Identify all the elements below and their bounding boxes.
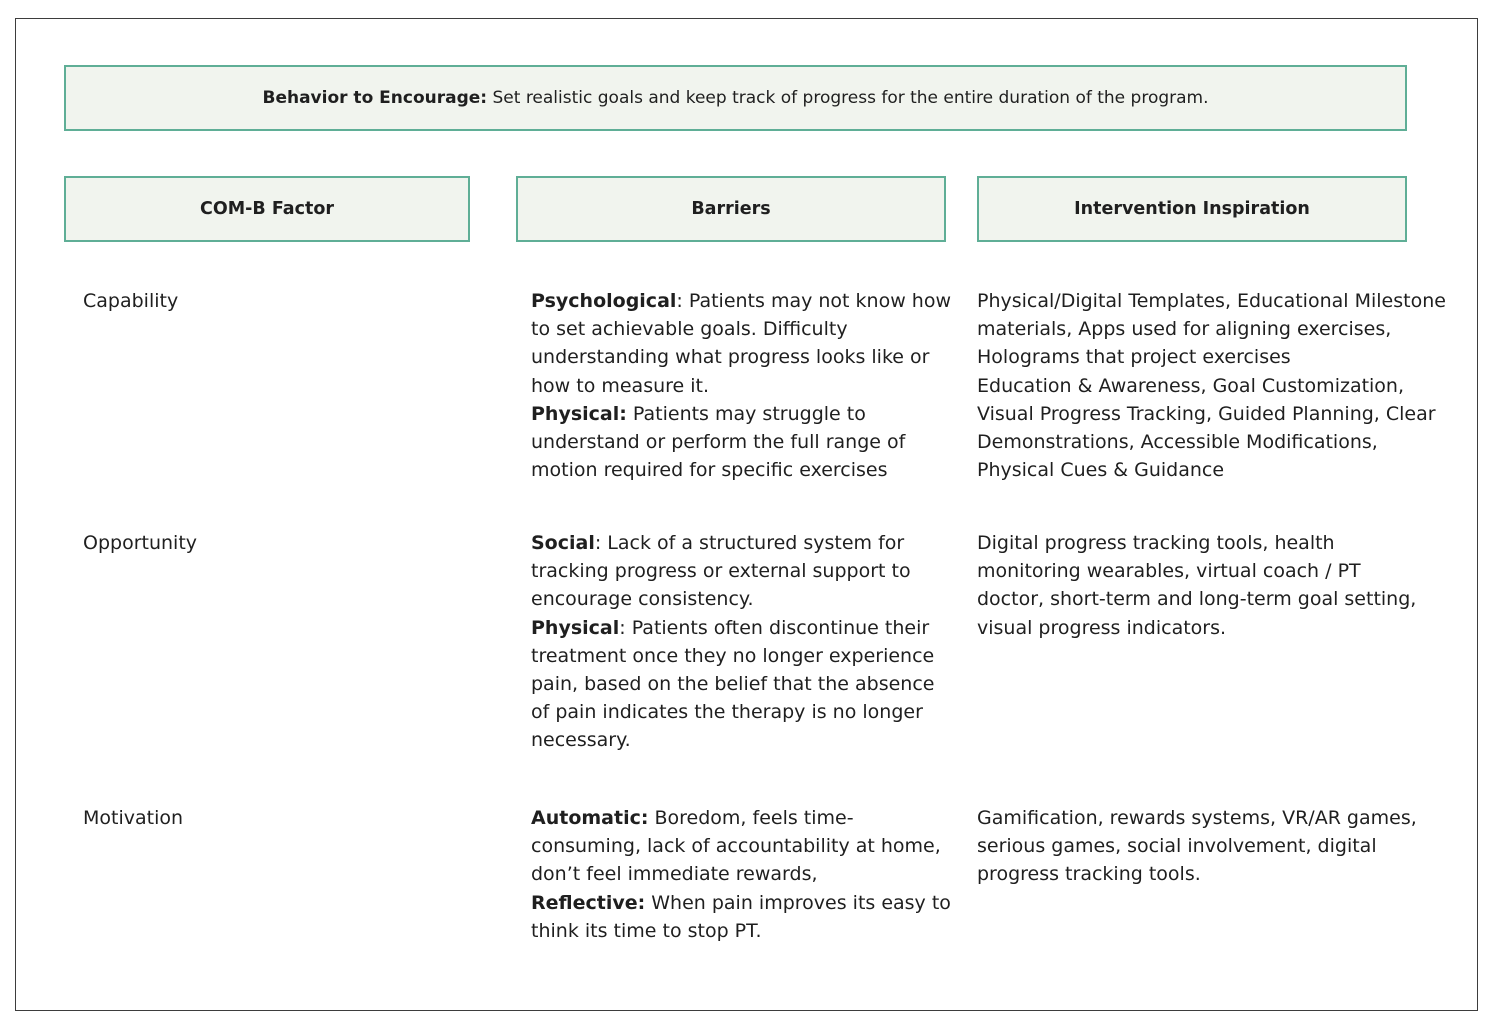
barrier-text: : Lack of a structured system for tracking progress or external support to encourage consistency. (531, 532, 911, 611)
inspiration-text: Gamification, rewards systems, VR/AR games, serious games, social involvement, digital progress tracking tools. (977, 807, 1417, 886)
inspiration-text: Physical/Digital Templates, Educational Milestone materials, Apps used for aligning exercises, Holograms that project exercises (977, 290, 1446, 369)
barrier-label: Automatic: (531, 807, 649, 829)
behavior-text: Set realistic goals and keep track of progress for the entire duration of the program. (487, 88, 1209, 108)
inspiration-capability (977, 287, 1447, 484)
header-intervention-inspiration (977, 176, 1407, 242)
header-barriers-label: Barriers (691, 199, 771, 219)
header-barriers (516, 176, 946, 242)
header-inspiration-label: Intervention Inspiration (1074, 199, 1310, 219)
barrier-item (531, 614, 951, 755)
barrier-item (531, 529, 951, 614)
barriers-motivation (531, 804, 951, 945)
behavior-statement (262, 88, 1208, 108)
barrier-label: Physical (531, 616, 620, 639)
header-com-b-factor-label: COM-B Factor (200, 199, 334, 219)
inspiration-text: Digital progress tracking tools, health monitoring wearables, virtual coach / PT doctor, short-term and long-term goal setting, visual progress indicators. (977, 532, 1417, 639)
header-com-b-factor (64, 176, 470, 242)
factor-opportunity: Opportunity (83, 532, 198, 554)
barrier-item (531, 400, 951, 485)
inspiration-opportunity (977, 529, 1417, 642)
barrier-text: : Patients may not know how to set achievable goals. Difficulty understanding what progress looks like or how to measure it. (531, 290, 951, 397)
barrier-text: Boredom, feels time-consuming, lack of accountability at home, don’t feel immediate rewards, (531, 807, 941, 886)
barrier-text: When pain improves its easy to think its time to stop PT. (531, 891, 951, 942)
behavior-banner (64, 65, 1407, 131)
behavior-label: Behavior to Encourage: (262, 88, 488, 108)
barrier-label: Psychological (531, 290, 677, 312)
barrier-label: Social (531, 532, 595, 554)
barrier-item (531, 889, 951, 945)
barrier-item (531, 804, 951, 889)
barrier-text: Patients may struggle to understand or perform the full range of motion required for specific exercises (531, 402, 906, 482)
barrier-text: : Patients often discontinue their treatment once they no longer experience pain, based on the belief that the absence of pain indicates the therapy is no longer necessary. (531, 616, 935, 752)
inspiration-motivation (977, 804, 1417, 889)
inspiration-text: Education & Awareness, Goal Customization, Visual Progress Tracking, Guided Planning, Clear Demonstrations, Accessible Modifications, Physical Cues & Guidance (977, 374, 1436, 482)
barriers-capability (531, 287, 951, 484)
factor-motivation: Motivation (83, 807, 184, 829)
barrier-label: Physical: (531, 402, 627, 425)
barrier-item (531, 287, 951, 400)
barrier-label: Reflective: (531, 891, 646, 914)
factor-capability: Capability (83, 290, 179, 312)
barriers-opportunity (531, 529, 951, 755)
